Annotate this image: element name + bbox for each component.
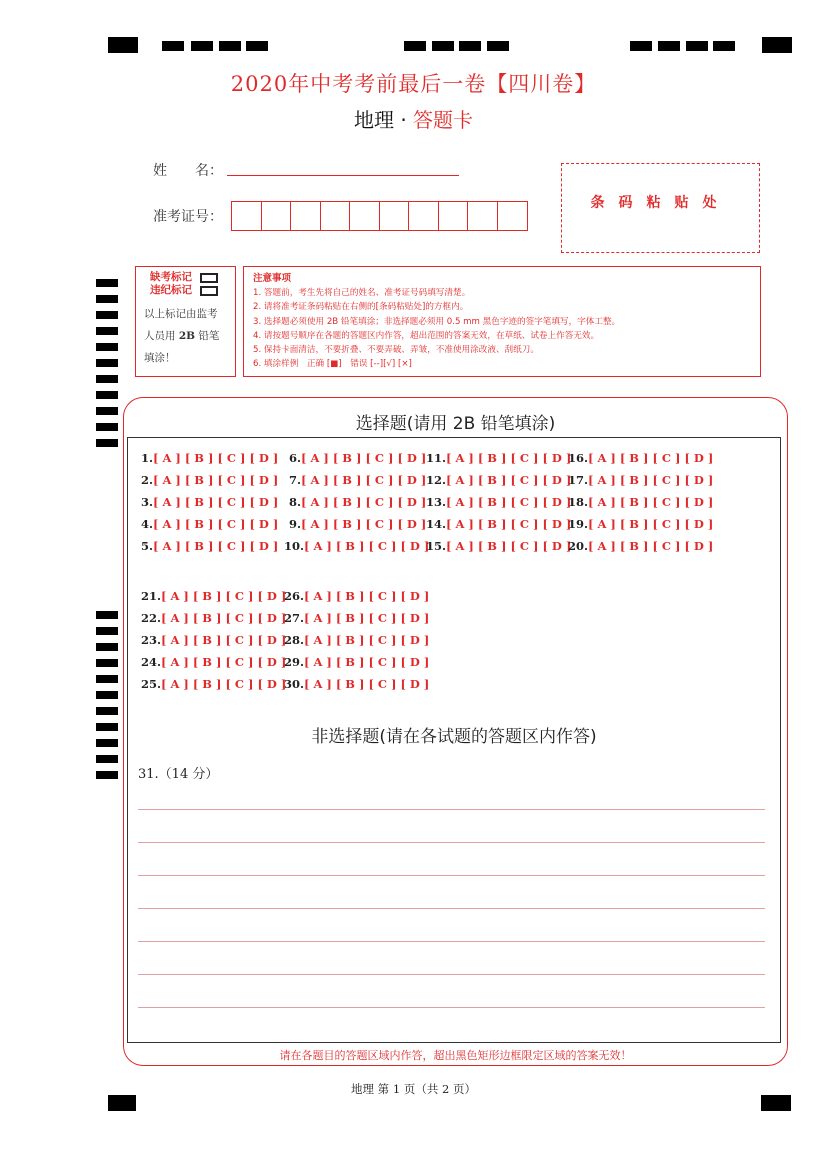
timing-mark (96, 311, 118, 319)
choice-question[interactable]: 13.[ A ] [ B ] [ C ] [ D ] (426, 495, 572, 509)
timing-mark (96, 423, 118, 431)
timing-mark (96, 359, 118, 367)
timing-mark (96, 771, 118, 779)
choice-question[interactable]: 26.[ A ] [ B ] [ C ] [ D ] (284, 589, 430, 603)
writing-line[interactable] (138, 842, 765, 843)
writing-line[interactable] (138, 875, 765, 876)
choice-question[interactable]: 16.[ A ] [ B ] [ C ] [ D ] (568, 451, 714, 465)
choice-question[interactable]: 5.[ A ] [ B ] [ C ] [ D ] (141, 539, 279, 553)
instruction-item: 3. 选择题必须使用 2B 铅笔填涂；非选择题必须用 0.5 mm 黑色字迹的签字笔填写，字体工整。 (253, 316, 621, 327)
timing-mark (404, 41, 426, 51)
id-digit-cell[interactable] (498, 202, 528, 230)
choice-question[interactable]: 18.[ A ] [ B ] [ C ] [ D ] (568, 495, 714, 509)
timing-mark (108, 37, 138, 53)
timing-mark (96, 327, 118, 335)
timing-mark (96, 739, 118, 747)
violation-mark-row (144, 284, 227, 297)
choice-question[interactable]: 11.[ A ] [ B ] [ C ] [ D ] (426, 451, 572, 465)
title-separator: · (400, 108, 407, 132)
barcode-area (561, 163, 760, 253)
timing-mark (96, 391, 118, 399)
writing-line[interactable] (138, 974, 765, 975)
id-digit-cell[interactable] (439, 202, 469, 230)
choice-question[interactable]: 9.[ A ] [ B ] [ C ] [ D ] (289, 517, 427, 531)
timing-mark (219, 41, 241, 51)
page-number: 地理 第 1 页（共 2 页） (351, 1082, 476, 1096)
timing-mark (630, 41, 652, 51)
choice-question[interactable]: 25.[ A ] [ B ] [ C ] [ D ] (141, 677, 287, 691)
timing-mark (96, 343, 118, 351)
missing-mark-checkbox[interactable] (200, 273, 218, 283)
choice-question[interactable]: 4.[ A ] [ B ] [ C ] [ D ] (141, 517, 279, 531)
violation-mark-label: 违纪标记 (150, 284, 192, 296)
mark-hint: 以上标记由监考 人员用 2B 铅笔 填涂！ (144, 308, 220, 364)
timing-mark (96, 439, 118, 447)
choice-question[interactable]: 24.[ A ] [ B ] [ C ] [ D ] (141, 655, 287, 669)
choice-question[interactable]: 2.[ A ] [ B ] [ C ] [ D ] (141, 473, 279, 487)
id-label: 准考证号： (153, 209, 223, 225)
timing-mark (658, 41, 680, 51)
name-field[interactable] (227, 175, 459, 176)
exam-title: 2020年中考考前最后一卷【四川卷】 (230, 72, 597, 96)
timing-mark (96, 755, 118, 763)
choice-question[interactable]: 1.[ A ] [ B ] [ C ] [ D ] (141, 451, 279, 465)
writing-line[interactable] (138, 908, 765, 909)
choice-question[interactable]: 21.[ A ] [ B ] [ C ] [ D ] (141, 589, 287, 603)
question-31-label: 31.（14 分） (138, 767, 219, 782)
id-digit-cell[interactable] (350, 202, 380, 230)
timing-mark (713, 41, 735, 51)
choice-question[interactable]: 20.[ A ] [ B ] [ C ] [ D ] (568, 539, 714, 553)
absence-mark-box (135, 266, 236, 377)
timing-mark (246, 41, 268, 51)
timing-mark (96, 707, 118, 715)
subject-label: 地理 (353, 108, 394, 132)
timing-mark (459, 41, 481, 51)
choice-section-title: 选择题(请用 2B 铅笔填涂) (355, 414, 556, 434)
timing-mark (432, 41, 454, 51)
id-digit-cell[interactable] (321, 202, 351, 230)
instruction-item: 6. 填涂样例 正确 [■] 错误 [--][√] [×] (253, 359, 412, 370)
id-number-grid[interactable] (231, 201, 528, 231)
instruction-item: 1. 答题前，考生先将自己的姓名、准考证号码填写清楚。 (253, 288, 471, 299)
choice-question[interactable]: 8.[ A ] [ B ] [ C ] [ D ] (289, 495, 427, 509)
choice-question[interactable]: 17.[ A ] [ B ] [ C ] [ D ] (568, 473, 714, 487)
choice-question[interactable]: 23.[ A ] [ B ] [ C ] [ D ] (141, 633, 287, 647)
id-digit-cell[interactable] (380, 202, 410, 230)
nonchoice-section-title: 非选择题(请在各试题的答题区内作答) (311, 727, 597, 747)
timing-mark (762, 37, 792, 53)
writing-line[interactable] (138, 1007, 765, 1008)
timing-mark (96, 627, 118, 635)
choice-question[interactable]: 6.[ A ] [ B ] [ C ] [ D ] (289, 451, 427, 465)
instruction-item: 2. 请将准考证条码粘贴在右侧的[条码粘贴处]的方框内。 (253, 302, 469, 313)
timing-mark (487, 41, 509, 51)
choice-question[interactable]: 30.[ A ] [ B ] [ C ] [ D ] (284, 677, 430, 691)
id-digit-cell[interactable] (468, 202, 498, 230)
instructions-title: 注意事项 (253, 273, 292, 284)
timing-mark (96, 659, 118, 667)
timing-mark (96, 407, 118, 415)
barcode-label: 条码粘贴处 (590, 195, 731, 211)
missing-mark-label: 缺考标记 (150, 271, 192, 283)
choice-question[interactable]: 12.[ A ] [ B ] [ C ] [ D ] (426, 473, 572, 487)
timing-mark (96, 723, 118, 731)
choice-question[interactable]: 22.[ A ] [ B ] [ C ] [ D ] (141, 611, 287, 625)
area-warning: 请在各题目的答题区域内作答，超出黑色矩形边框限定区域的答案无效！ (279, 1049, 632, 1062)
timing-mark (96, 643, 118, 651)
choice-question[interactable]: 10.[ A ] [ B ] [ C ] [ D ] (284, 539, 430, 553)
timing-mark (96, 611, 118, 619)
id-digit-cell[interactable] (232, 202, 262, 230)
card-label: 答题卡 (413, 108, 474, 132)
writing-line[interactable] (138, 941, 765, 942)
timing-mark (96, 675, 118, 683)
instruction-item: 4. 请按题号顺序在各题的答题区内作答，超出范围的答案无效，在草纸、试卷上作答无效。 (253, 330, 600, 341)
timing-mark (761, 1095, 791, 1111)
id-digit-cell[interactable] (291, 202, 321, 230)
timing-mark (96, 691, 118, 699)
timing-mark (96, 295, 118, 303)
missing-mark-row (144, 271, 227, 284)
choice-question[interactable]: 3.[ A ] [ B ] [ C ] [ D ] (141, 495, 279, 509)
page-title (0, 104, 827, 133)
violation-mark-checkbox[interactable] (200, 286, 218, 296)
timing-mark (191, 41, 213, 51)
choice-question[interactable]: 29.[ A ] [ B ] [ C ] [ D ] (284, 655, 430, 669)
choice-question[interactable]: 15.[ A ] [ B ] [ C ] [ D ] (426, 539, 572, 553)
writing-line[interactable] (138, 809, 765, 810)
instructions-box (243, 266, 761, 377)
timing-mark (96, 375, 118, 383)
choice-question[interactable]: 19.[ A ] [ B ] [ C ] [ D ] (568, 517, 714, 531)
choice-question[interactable]: 28.[ A ] [ B ] [ C ] [ D ] (284, 633, 430, 647)
timing-mark (108, 1095, 136, 1111)
timing-mark (162, 41, 184, 51)
choice-question[interactable]: 7.[ A ] [ B ] [ C ] [ D ] (289, 473, 427, 487)
timing-mark (96, 279, 118, 287)
choice-question[interactable]: 27.[ A ] [ B ] [ C ] [ D ] (284, 611, 430, 625)
id-digit-cell[interactable] (409, 202, 439, 230)
choice-question[interactable]: 14.[ A ] [ B ] [ C ] [ D ] (426, 517, 572, 531)
name-label: 姓 名： (153, 163, 223, 179)
timing-mark (686, 41, 708, 51)
instruction-item: 5. 保持卡面清洁，不要折叠、不要弄破、弄皱，不准使用涂改液、刮纸刀。 (253, 345, 539, 356)
id-digit-cell[interactable] (262, 202, 292, 230)
